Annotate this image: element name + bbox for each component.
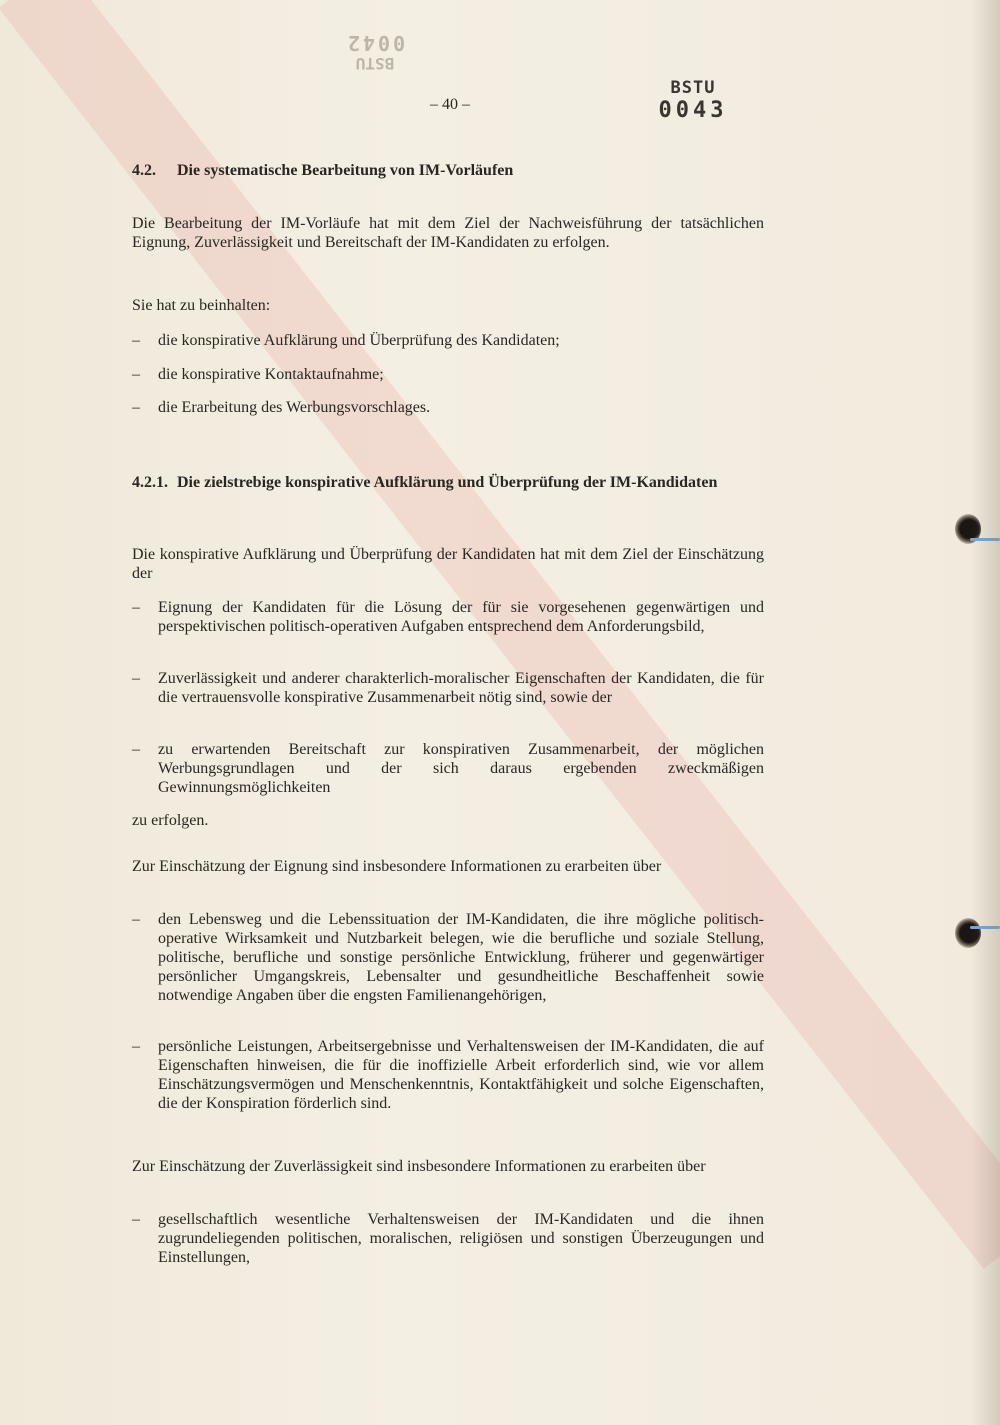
stamp-label: BSTU (670, 78, 716, 98)
page-number: – 40 – (430, 96, 470, 113)
section-heading-4-2-1 (132, 473, 764, 492)
faded-archive-stamp: BSTU 0042 (344, 31, 406, 73)
binding-thread (970, 538, 1000, 541)
punch-hole-lower (955, 918, 981, 948)
list-item: – die Erarbeitung des Werbungsvorschlages. (132, 399, 431, 416)
paragraph-eignung-lead: Zur Einschätzung der Eignung sind insbesondere Informationen zu erarbeiten über (132, 858, 662, 875)
list-item: – gesellschaftlich wesentliche Verhaltensweisen der IM-Kandidaten und die ihnen zugrundeliegenden politischen, moralischen, religiösen und sonstigen Überzeugungen und Einstellungen, (132, 1211, 764, 1266)
list-item: – zu erwartenden Bereitschaft zur konspirativen Zusammenarbeit, der möglichen Werbungsgrundlagen und der sich daraus ergebenden zweckmäßigen Gewinnungsmöglichkeiten (132, 741, 764, 796)
list-item: – Eignung der Kandidaten für die Lösung der für sie vorgesehenen gegenwärtigen und perspektivischen politisch-operativen Aufgaben entsprechend dem Anforderungsbild, (132, 599, 764, 635)
stamp-number: 0043 (658, 98, 728, 123)
list-item: – persönliche Leistungen, Arbeitsergebnisse und Verhaltensweisen der IM-Kandidaten, die auf Eigenschaften hinweisen, die für die inoffizielle Arbeit erforderlich sind, wie vor allem Einschätzungsvermögen und Menschenkenntnis, Kontaktfähigkeit und solche Eigenschaften, die der Konspiration förderlich sind. (132, 1038, 764, 1112)
paragraph-closing: zu erfolgen. (132, 812, 209, 829)
paragraph-zuverlaessigkeit-lead: Zur Einschätzung der Zuverlässigkeit sind insbesondere Informationen zu erarbeiten über (132, 1158, 706, 1175)
list-item: – die konspirative Aufklärung und Überprüfung des Kandidaten; (132, 332, 560, 349)
section-title: Die zielstrebige konspirative Aufklärung und Überprüfung der IM-Kandidaten (177, 474, 718, 491)
section-heading-4-2 (132, 161, 764, 180)
binding-thread (970, 926, 1000, 929)
list-item: – die konspirative Kontaktaufnahme; (132, 366, 384, 383)
section-number: 4.2.1. (132, 474, 168, 491)
paragraph-intro-4-2-1: Die konspirative Aufklärung und Überprüfung der Kandidaten hat mit dem Ziel der Einschätzung der (132, 546, 764, 582)
section-title: Die systematische Bearbeitung von IM-Vorläufen (177, 162, 514, 179)
paragraph-lead-4-2: Sie hat zu beinhalten: (132, 297, 271, 314)
list-item: – den Lebensweg und die Lebenssituation der IM-Kandidaten, die ihre mögliche politisch-operative Wirksamkeit und Nutzbarkeit belegen, wie die berufliche und soziale Stellung, politische, berufliche und sonstige persönliche Entwicklung, früherer und gegenwärtiger persönlicher Umgangskreis, Lebensalter und gesundheitliche Beschaffenheit sowie notwendige Angaben über die engsten Familienangehörigen, (132, 911, 764, 1004)
list-item: – Zuverlässigkeit und anderer charakterlich-moralischer Eigenschaften der Kandidaten, die für die vertrauensvolle konspirative Zusammenarbeit nötig sind, sowie der (132, 670, 764, 706)
paragraph-intro-4-2: Die Bearbeitung der IM-Vorläufe hat mit dem Ziel der Nachweisführung der tatsächlichen Eignung, Zuverlässigkeit und Bereitschaft der IM-Kandidaten zu erfolgen. (132, 215, 764, 251)
section-number: 4.2. (132, 162, 156, 179)
punch-hole-upper (955, 514, 981, 544)
